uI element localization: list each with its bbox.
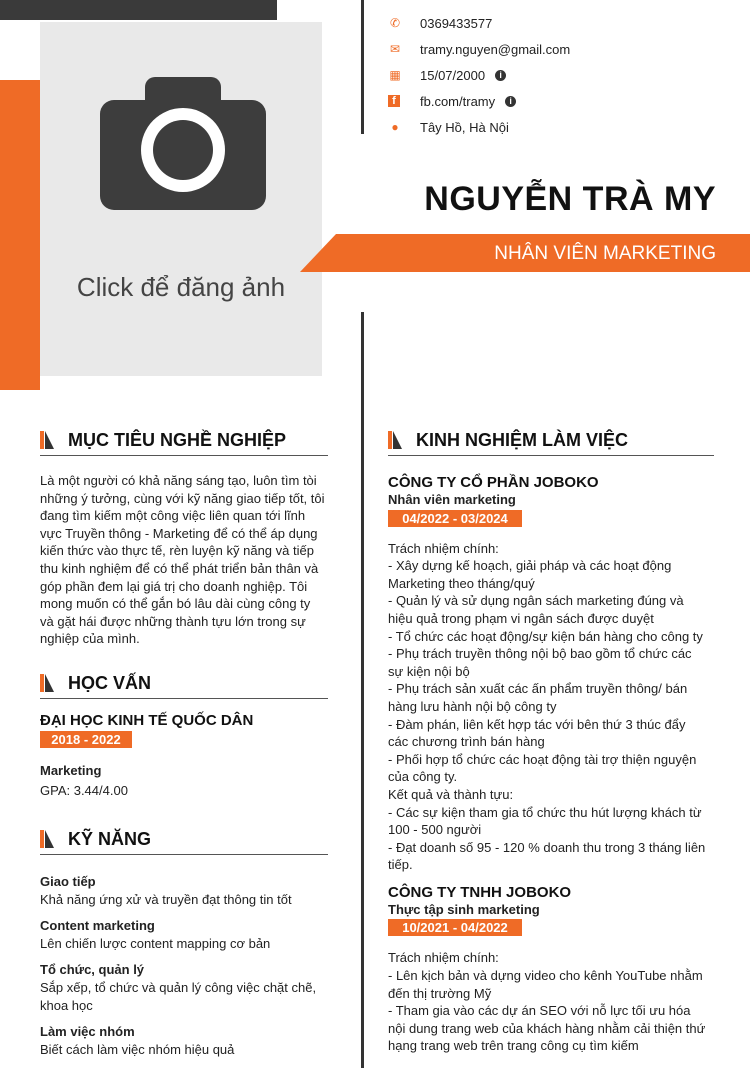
contact-phone xyxy=(388,14,492,32)
info-icon[interactable]: i xyxy=(495,70,506,81)
job-entry xyxy=(388,474,714,874)
job-title: NHÂN VIÊN MARKETING xyxy=(494,243,716,264)
skill-desc: Lên chiến lược content mapping cơ bản xyxy=(40,935,271,951)
job-description: Trách nhiệm chính: - Lên kịch bản và dựng video cho kênh YouTube nhằm đến thị trường Mỹ - Tham gia vào các dự án SEO với nỗ lực tối ưu hóa nội dung trang web của khách hàng nhằm cải thiện thứ hạng trang web trên trang công cụ tìm kiếm xyxy=(388,950,706,1054)
education-section xyxy=(40,668,328,799)
skill-name: Làm việc nhóm xyxy=(40,1024,135,1040)
job-period-badge: 10/2021 - 04/2022 xyxy=(388,919,522,936)
contact-email xyxy=(388,40,570,58)
education-period-badge: 2018 - 2022 xyxy=(40,731,132,748)
section-marker-icon xyxy=(40,830,54,848)
skill-name: Tổ chức, quản lý xyxy=(40,962,145,978)
experience-heading xyxy=(388,425,714,456)
company-name: CÔNG TY TNHH JOBOKO xyxy=(388,883,572,901)
skill-item xyxy=(40,1023,328,1058)
objective-section xyxy=(40,425,328,648)
skill-desc: Sắp xếp, tổ chức và quản lý công việc chặt chẽ, xyxy=(40,979,317,995)
location-pin-icon: ● xyxy=(391,120,399,134)
section-marker-icon xyxy=(40,674,54,692)
section-marker-icon xyxy=(388,431,402,449)
email-icon: ✉ xyxy=(389,42,401,56)
email-text: tramy.nguyen@gmail.com xyxy=(420,41,571,57)
skill-item xyxy=(40,961,328,1014)
job-description: Trách nhiệm chính: - Xây dựng kế hoạch, giải pháp và các hoạt động Marketing theo tháng/quý - Quản lý và sử dụng ngân sách marketing đúng và hiệu quả trong phạm vi ngân sách được duyệt - Tổ chức các hoạt động/sự kiện bán hàng cho công ty - Phụ trách truyền thông nội bộ bao gồm tổ chức các sự kiện nội bộ - Phụ trách sản xuất các ấn phẩm truyền thông/ bán hàng lưu hành nội bộ công ty - Đàm phán, liên kết hợp tác với bên thứ 3 thúc đẩy các chương trình bán hàng - Phối hợp tổ chức các hoạt động tài trợ thiện nguyện của công ty. Kết quả và thành tựu: - Các sự kiện tham gia tổ chức thu hút lượng khách từ 100 - 500 người - Đạt doanh số 95 - 120 % doanh thu trong 3 tháng liên tiếp. xyxy=(388,540,706,873)
contact-divider-line xyxy=(361,0,364,134)
education-title: HỌC VẤN xyxy=(68,672,152,693)
facebook-icon: f xyxy=(388,95,400,107)
birthday-text: 15/07/2000 xyxy=(420,67,486,83)
experience-section xyxy=(388,425,714,1055)
skill-desc: khoa học xyxy=(40,997,93,1013)
contact-birthday xyxy=(388,66,506,84)
job-period-badge: 04/2022 - 03/2024 xyxy=(388,510,522,527)
education-gpa: GPA: 3.44/4.00 xyxy=(40,782,128,798)
job-entry xyxy=(388,884,714,1055)
facebook-text: fb.com/tramy xyxy=(420,93,496,109)
skill-desc: Biết cách làm việc nhóm hiệu quả xyxy=(40,1041,235,1057)
contact-facebook xyxy=(388,92,516,110)
objective-heading xyxy=(40,425,328,456)
company-name: CÔNG TY CỔ PHẦN JOBOKO xyxy=(388,474,599,491)
education-heading xyxy=(40,668,328,699)
candidate-name: NGUYỄN TRÀ MY xyxy=(424,180,716,218)
left-white-wedge xyxy=(0,20,40,80)
photo-upload-label: Click để đăng ảnh xyxy=(76,272,286,302)
objective-text: Là một người có khả năng sáng tạo, luôn tìm tòi những ý tưởng, cùng với kỹ năng giao tiếp tốt, tôi đang tìm kiếm một công việc liên quan tới lĩnh vực Truyền thông - Marketing để có thể áp dụng kiến thức vào thực tế, rèn luyện kỹ năng và tiếp thu kinh nghiệm để có thể phát triển bản thân và góp phần đem lại giá trị cho doanh nghiệp. Tôi mong muốn có thể gắn bó lâu dài cùng công ty và gặt hái được những thành tựu lớn trong sự nghiệp của mình. xyxy=(40,473,325,647)
section-marker-icon xyxy=(40,431,54,449)
contact-address xyxy=(388,118,509,136)
left-orange-band xyxy=(0,60,40,390)
skill-name: Giao tiếp xyxy=(40,874,96,889)
camera-lens-inner xyxy=(153,120,213,180)
job-position: Nhân viên marketing xyxy=(388,492,516,507)
objective-title: MỤC TIÊU NGHỀ NGHIỆP xyxy=(68,429,287,450)
info-icon[interactable]: i xyxy=(505,96,516,107)
phone-text: 0369433577 xyxy=(420,15,493,31)
skill-desc: Khả năng ứng xử và truyền đạt thông tin tốt xyxy=(40,891,292,907)
skill-name: Content marketing xyxy=(40,918,155,934)
header-dark-strip xyxy=(0,0,277,20)
school-name: ĐẠI HỌC KINH TẾ QUỐC DÂN xyxy=(40,712,254,729)
address-text: Tây Hồ, Hà Nội xyxy=(420,119,509,135)
skills-title: KỸ NĂNG xyxy=(68,828,152,849)
birthday-cake-icon: ▦ xyxy=(389,68,401,82)
photo-upload-placeholder[interactable] xyxy=(40,22,322,376)
skill-item xyxy=(40,873,328,908)
experience-title: KINH NGHIỆM LÀM VIỆC xyxy=(416,429,629,450)
education-major: Marketing xyxy=(40,763,102,778)
skills-section xyxy=(40,824,328,1058)
skill-item xyxy=(40,917,328,952)
column-divider-line xyxy=(361,312,364,1068)
job-position: Thực tập sinh marketing xyxy=(388,901,540,917)
skills-heading xyxy=(40,824,328,855)
phone-icon: ✆ xyxy=(389,16,401,30)
